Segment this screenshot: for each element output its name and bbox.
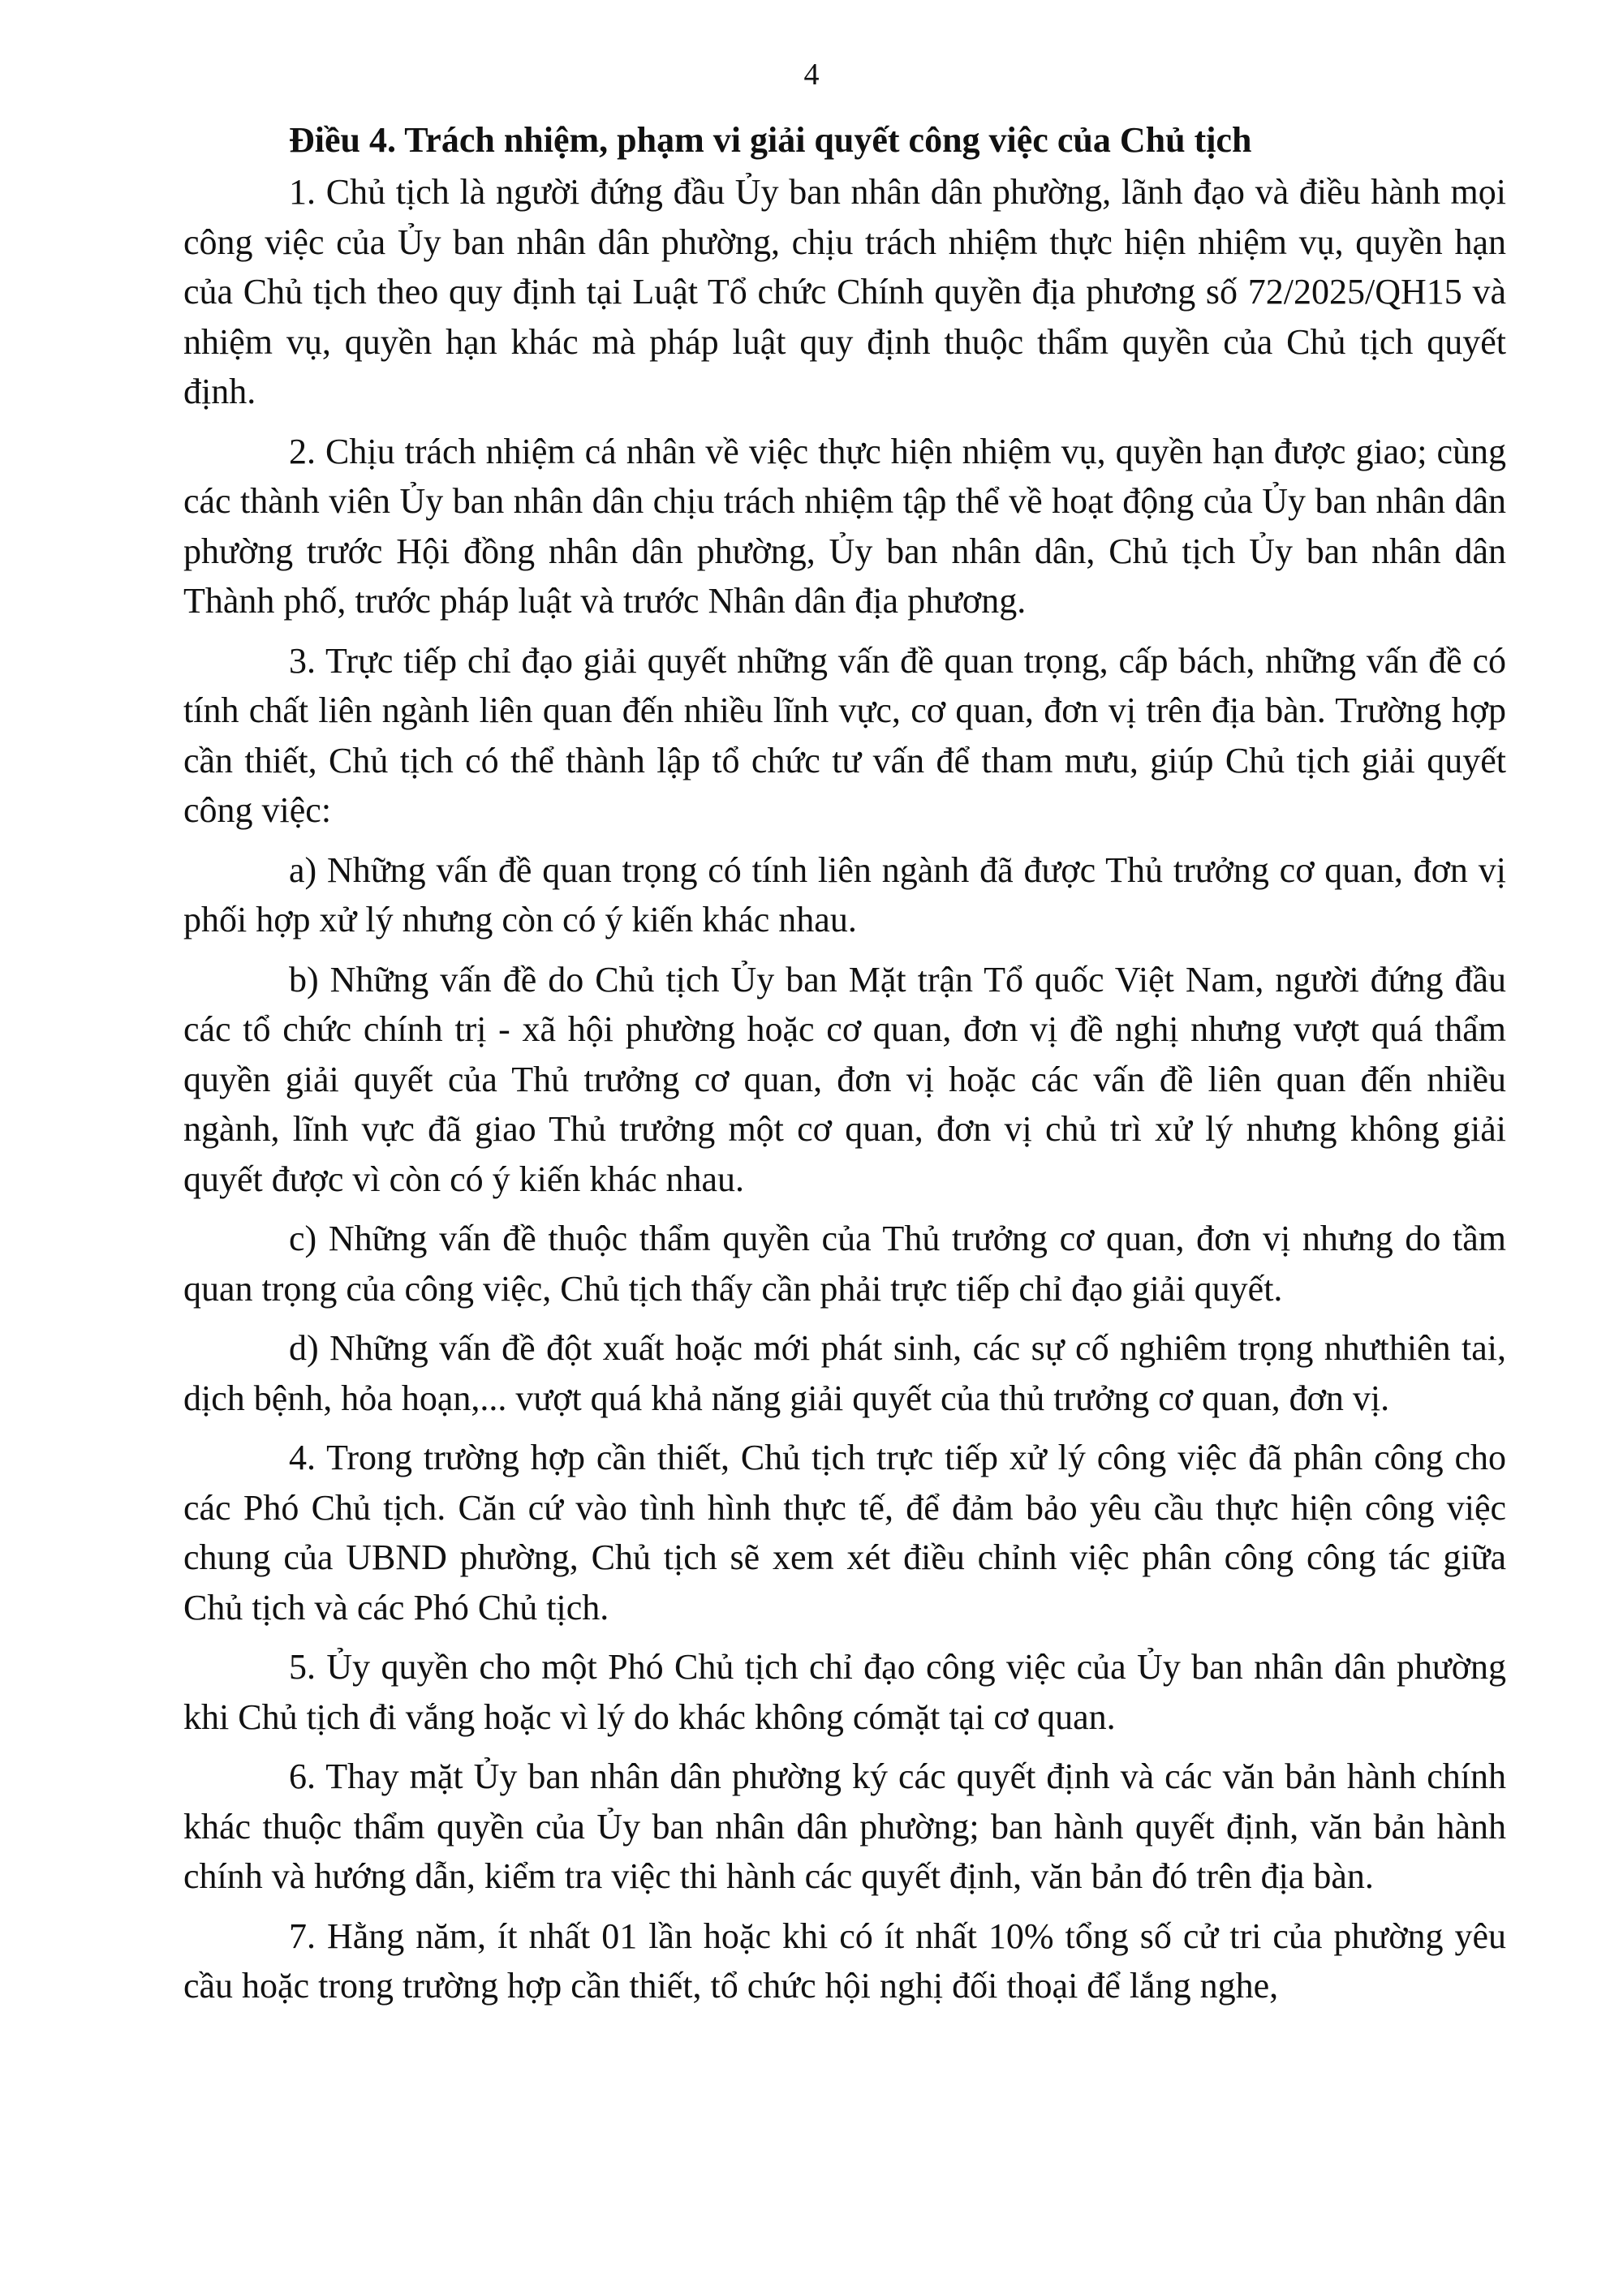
paragraph-3b: b) Những vấn đề do Chủ tịch Ủy ban Mặt trận Tổ quốc Việt Nam, người đứng đầu các tổ chức chính trị - xã hội phường hoặc cơ quan, đơn vị đề nghị nhưng vượt quá thẩm quyền giải quyết của Thủ trưởng cơ quan, đơn vị hoặc các vấn đề liên quan đến nhiều ngành, lĩnh vực đã giao Thủ trưởng một cơ quan, đơn vị chủ trì xử lý nhưng không giải quyết được vì còn có ý kiến khác nhau. bbox=[183, 959, 1506, 1199]
paragraph-5: 5. Ủy quyền cho một Phó Chủ tịch chỉ đạo công việc của Ủy ban nhân dân phường khi Chủ tịch đi vắng hoặc vì lý do khác không cómặt tại cơ quan. bbox=[183, 1647, 1506, 1737]
paragraph-3: 3. Trực tiếp chỉ đạo giải quyết những vấn đề quan trọng, cấp bách, những vấn đề có tính chất liên ngành liên quan đến nhiều lĩnh vực, cơ quan, đơn vị trên địa bàn. Trường hợp cần thiết, Chủ tịch có thể thành lập tổ chức tư vấn để tham mưu, giúp Chủ tịch giải quyết công việc: bbox=[183, 640, 1506, 830]
paragraph-3c: c) Những vấn đề thuộc thẩm quyền của Thủ trưởng cơ quan, đơn vị nhưng do tầm quan trọng của công việc, Chủ tịch thấy cần phải trực tiếp chỉ đạo giải quyết. bbox=[183, 1219, 1506, 1309]
paragraph-1: 1. Chủ tịch là người đứng đầu Ủy ban nhân dân phường, lãnh đạo và điều hành mọi công việc của Ủy ban nhân dân phường, chịu trách nhiệm thực hiện nhiệm vụ, quyền hạn của Chủ tịch theo quy định tại Luật Tổ chức Chính quyền địa phương số 72/2025/QH15 và nhiệm vụ, quyền hạn khác mà pháp luật quy định thuộc thẩm quyền của Chủ tịch quyết định. bbox=[183, 172, 1506, 411]
paragraph-3d: d) Những vấn đề đột xuất hoặc mới phát sinh, các sự cố nghiêm trọng nhưthiên tai, dịch bệnh, hỏa hoạn,... vượt quá khả năng giải quyết của thủ trưởng cơ quan, đơn vị. bbox=[183, 1328, 1506, 1418]
paragraph-4: 4. Trong trường hợp cần thiết, Chủ tịch trực tiếp xử lý công việc đã phân công cho các Phó Chủ tịch. Căn cứ vào tình hình thực tế, để đảm bảo yêu cầu thực hiện công việc chung của UBND phường, Chủ tịch sẽ xem xét điều chỉnh việc phân công công tác giữa Chủ tịch và các Phó Chủ tịch. bbox=[183, 1438, 1506, 1627]
paragraph-3a: a) Những vấn đề quan trọng có tính liên ngành đã được Thủ trưởng cơ quan, đơn vị phối hợp xử lý nhưng còn có ý kiến khác nhau. bbox=[183, 849, 1506, 939]
article-heading: Điều 4. Trách nhiệm, phạm vi giải quyết công việc của Chủ tịch bbox=[289, 120, 1252, 160]
page-number: 4 bbox=[803, 58, 820, 92]
paragraph-6: 6. Thay mặt Ủy ban nhân dân phường ký các quyết định và các văn bản hành chính khác thuộc thẩm quyền của Ủy ban nhân dân phường; ban hành quyết định, văn bản hành chính và hướng dẫn, kiểm tra việc thi hành các quyết định, văn bản đó trên địa bàn. bbox=[183, 1756, 1506, 1896]
document-body bbox=[183, 114, 1506, 2021]
paragraph-7: 7. Hằng năm, ít nhất 01 lần hoặc khi có ít nhất 10% tổng số cử tri của phường yêu cầu hoặc trong trường hợp cần thiết, tổ chức hội nghị đối thoại để lắng nghe, bbox=[183, 1915, 1506, 2006]
paragraph-2: 2. Chịu trách nhiệm cá nhân về việc thực hiện nhiệm vụ, quyền hạn được giao; cùng các thành viên Ủy ban nhân dân chịu trách nhiệm tập thể về hoạt động của Ủy ban nhân dân phường trước Hội đồng nhân dân phường, Ủy ban nhân dân, Chủ tịch Ủy ban nhân dân Thành phố, trước pháp luật và trước Nhân dân địa phương. bbox=[183, 431, 1506, 621]
